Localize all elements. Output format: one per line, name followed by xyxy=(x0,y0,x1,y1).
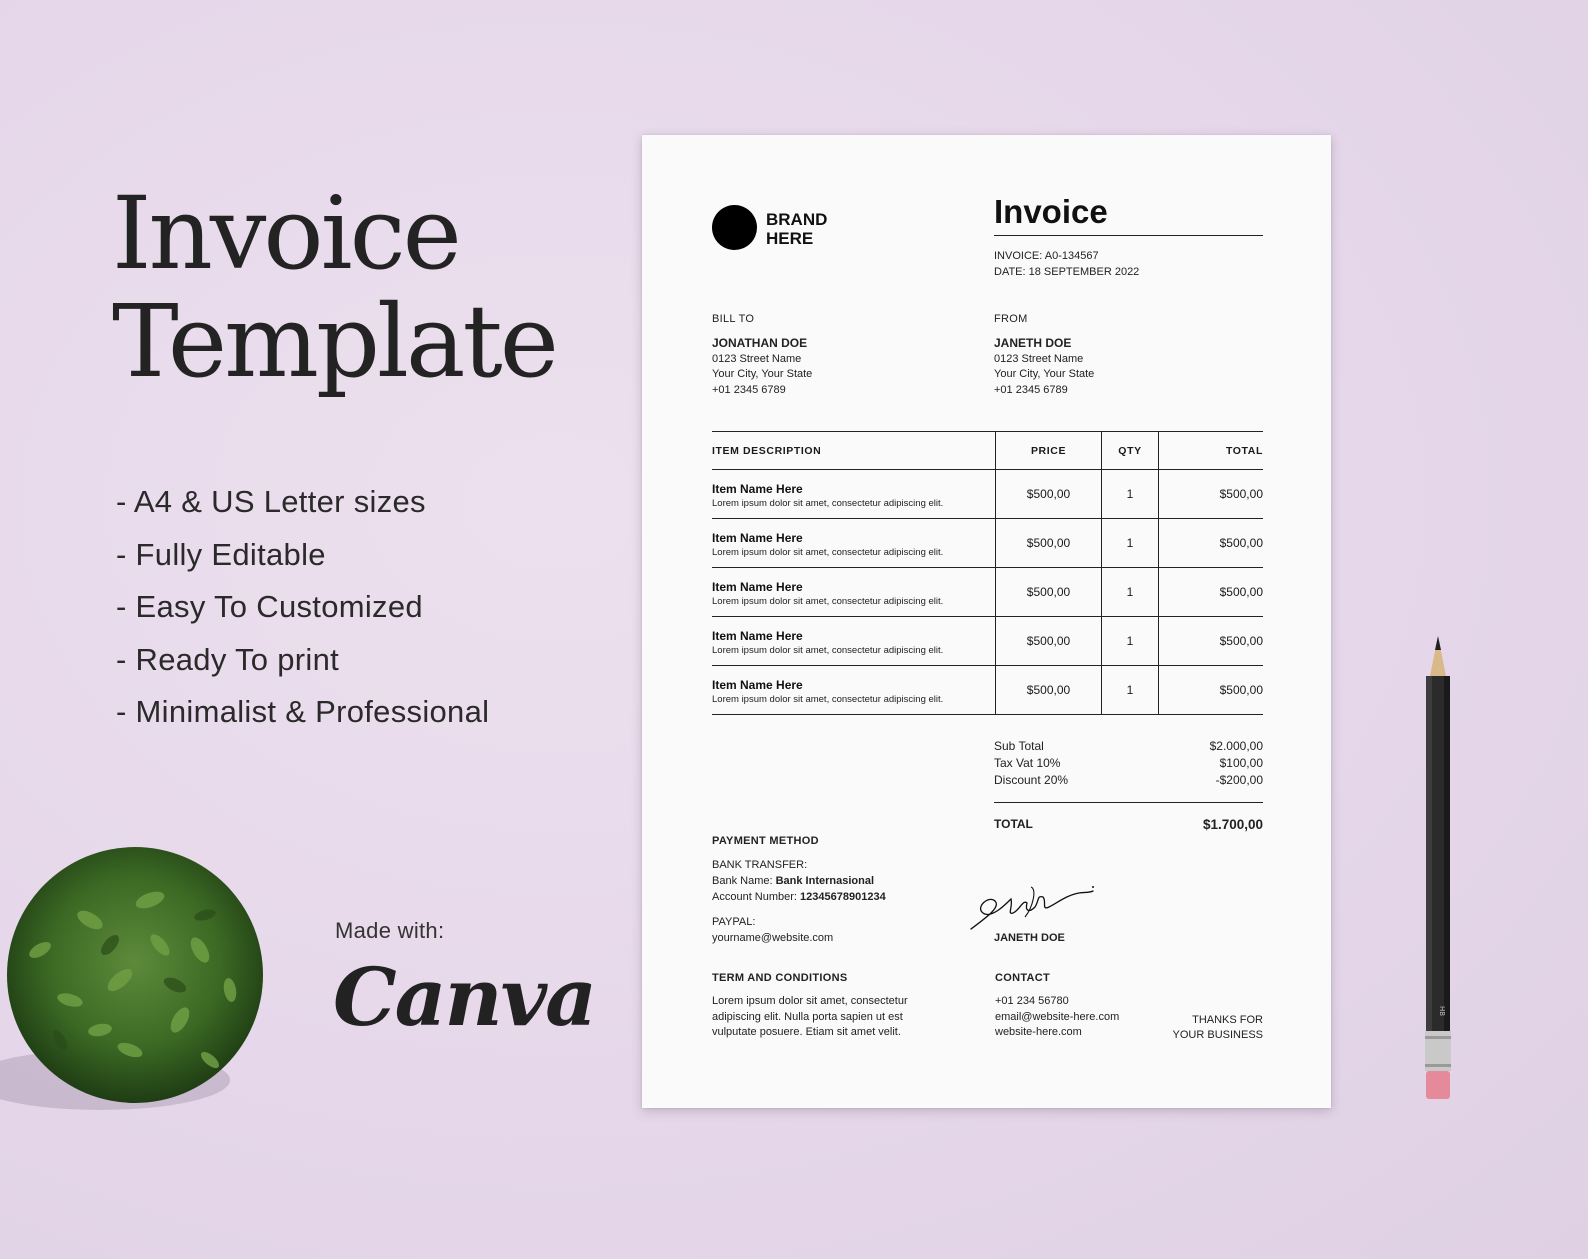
item-name: Item Name Here xyxy=(712,482,803,496)
feature-item: - Ready To print xyxy=(116,641,340,677)
from-label: FROM xyxy=(994,313,1028,325)
column-divider xyxy=(995,666,996,714)
item-qty: 1 xyxy=(1126,585,1134,599)
item-description-cell xyxy=(712,568,995,616)
item-price: $500,00 xyxy=(1026,634,1071,648)
feature-item: - Fully Editable xyxy=(116,536,326,572)
total-value: $1.700,00 xyxy=(1202,817,1263,832)
feature-item: - Minimalist & Professional xyxy=(116,694,490,730)
bank-transfer-label: BANK TRANSFER: xyxy=(712,859,808,871)
col-qty: QTY xyxy=(1118,445,1142,457)
from-address xyxy=(994,336,1094,398)
table-row xyxy=(712,666,1263,715)
item-name: Item Name Here xyxy=(712,678,803,692)
col-price: PRICE xyxy=(1030,445,1067,457)
table-row xyxy=(712,470,1263,519)
col-total: TOTAL xyxy=(1225,445,1263,457)
payment-method-label: PAYMENT METHOD xyxy=(712,835,819,847)
table-row xyxy=(712,519,1263,568)
invoice-number: INVOICE: A0-134567 xyxy=(994,250,1099,262)
col-description: ITEM DESCRIPTION xyxy=(712,445,822,457)
column-divider xyxy=(1101,432,1102,469)
column-divider xyxy=(995,432,996,469)
invoice-title: Invoice xyxy=(994,193,1108,230)
feature-list xyxy=(116,476,489,739)
item-price: $500,00 xyxy=(1026,536,1071,550)
terms-label: TERM AND CONDITIONS xyxy=(712,972,848,984)
contact-website: website-here.com xyxy=(995,1026,1082,1038)
column-divider xyxy=(995,470,996,518)
column-divider xyxy=(1101,666,1102,714)
item-desc: Lorem ipsum dolor sit amet, consectetur adipiscing elit. xyxy=(712,694,944,705)
total-divider xyxy=(994,802,1263,803)
item-name: Item Name Here xyxy=(712,629,803,643)
item-qty: 1 xyxy=(1126,487,1134,501)
discount-label: Discount 20% xyxy=(994,773,1069,787)
discount-value: -$200,00 xyxy=(1215,773,1263,787)
column-divider xyxy=(1101,470,1102,518)
column-divider xyxy=(995,568,996,616)
total-label: TOTAL xyxy=(994,817,1033,831)
column-divider xyxy=(1158,432,1159,469)
table-row xyxy=(712,568,1263,617)
subtotal-label: Sub Total xyxy=(994,739,1044,753)
item-desc: Lorem ipsum dolor sit amet, consectetur adipiscing elit. xyxy=(712,596,944,607)
bill-to-street: 0123 Street Name xyxy=(712,352,802,365)
column-divider xyxy=(1101,617,1102,665)
invoice-sheet xyxy=(642,135,1331,1108)
account-number: 12345678901234 xyxy=(800,891,886,903)
column-divider xyxy=(1158,519,1159,567)
pencil-grade-label: HB xyxy=(1438,1006,1446,1017)
item-total: $500,00 xyxy=(1219,634,1263,648)
item-name: Item Name Here xyxy=(712,531,803,545)
bank-name-line xyxy=(712,874,874,890)
column-divider xyxy=(995,519,996,567)
table-row xyxy=(712,617,1263,666)
item-qty: 1 xyxy=(1126,683,1134,697)
brand-line2: HERE xyxy=(766,229,814,248)
table-header xyxy=(712,432,1263,470)
contact-label: CONTACT xyxy=(995,972,1051,984)
item-price: $500,00 xyxy=(1026,487,1071,501)
terms-line: adipiscing elit. Nulla porta sapien ut est xyxy=(712,1010,903,1023)
paypal-label: PAYPAL: xyxy=(712,916,756,928)
terms-line: Lorem ipsum dolor sit amet, consectetur xyxy=(712,995,908,1007)
item-qty: 1 xyxy=(1126,634,1134,648)
column-divider xyxy=(1101,519,1102,567)
terms-line: vulputate posuere. Etiam sit amet velit. xyxy=(712,1026,901,1038)
column-divider xyxy=(1158,666,1159,714)
total-row xyxy=(994,817,1263,831)
tax-label: Tax Vat 10% xyxy=(994,756,1061,770)
promo-title-line1: Invoice xyxy=(112,175,459,292)
thanks-line2: YOUR BUSINESS xyxy=(1172,1028,1263,1041)
terms-text xyxy=(712,994,908,1041)
column-divider xyxy=(1101,568,1102,616)
bill-to-label: BILL TO xyxy=(712,313,755,325)
item-name: Item Name Here xyxy=(712,580,803,594)
promo-title xyxy=(112,175,556,400)
contact-phone: +01 234 56780 xyxy=(995,995,1069,1007)
from-name: JANETH DOE xyxy=(994,336,1072,350)
from-street: 0123 Street Name xyxy=(994,352,1084,365)
subtotal-value: $2.000,00 xyxy=(1209,739,1263,753)
bank-name-label: Bank Name: xyxy=(712,875,776,887)
made-with-label: Made with: xyxy=(335,918,445,943)
bill-to-phone: +01 2345 6789 xyxy=(712,383,786,396)
promo-title-line2: Template xyxy=(112,283,556,400)
paypal-email: yourname@website.com xyxy=(712,932,834,944)
item-desc: Lorem ipsum dolor sit amet, consectetur adipiscing elit. xyxy=(712,645,944,656)
item-description-cell xyxy=(712,617,995,665)
column-divider xyxy=(1158,617,1159,665)
bill-to-name: JONATHAN DOE xyxy=(712,336,808,350)
discount-row xyxy=(994,773,1263,787)
thanks-note xyxy=(1173,1013,1263,1042)
feature-item: - A4 & US Letter sizes xyxy=(116,484,426,519)
item-qty: 1 xyxy=(1126,536,1134,550)
contact-email: email@website-here.com xyxy=(995,1010,1120,1023)
item-description-cell xyxy=(712,470,995,518)
item-price: $500,00 xyxy=(1026,683,1071,697)
signer-name: JANETH DOE xyxy=(994,932,1065,944)
invoice-date: DATE: 18 SEPTEMBER 2022 xyxy=(994,266,1140,278)
tax-value: $100,00 xyxy=(1219,756,1263,770)
item-desc: Lorem ipsum dolor sit amet, consectetur adipiscing elit. xyxy=(712,498,944,509)
bill-to-city: Your City, Your State xyxy=(712,368,813,380)
item-desc: Lorem ipsum dolor sit amet, consectetur adipiscing elit. xyxy=(712,547,944,558)
contact-details xyxy=(995,994,1119,1041)
brand-line1: BRAND xyxy=(766,210,828,229)
column-divider xyxy=(995,617,996,665)
from-phone: +01 2345 6789 xyxy=(994,383,1068,396)
subtotal-row xyxy=(994,739,1263,753)
feature-item: - Easy To Customized xyxy=(116,589,423,625)
items-table xyxy=(712,431,1263,715)
canva-logo: Canva xyxy=(333,950,595,1044)
plant-image xyxy=(0,830,280,1120)
pencil-image xyxy=(1418,636,1458,1106)
account-number-line xyxy=(712,890,886,906)
title-divider xyxy=(994,235,1263,236)
brand-logo-icon xyxy=(712,205,757,250)
signature-image xyxy=(967,877,1097,933)
bank-name: Bank Internasional xyxy=(775,875,875,887)
thanks-line1: THANKS FOR xyxy=(1192,1014,1263,1026)
item-description-cell xyxy=(712,666,995,714)
tax-row xyxy=(994,756,1263,770)
column-divider xyxy=(1158,470,1159,518)
item-total: $500,00 xyxy=(1219,536,1263,550)
item-description-cell xyxy=(712,519,995,567)
item-total: $500,00 xyxy=(1219,487,1263,501)
item-total: $500,00 xyxy=(1219,683,1263,697)
column-divider xyxy=(1158,568,1159,616)
brand-name xyxy=(766,210,827,248)
item-total: $500,00 xyxy=(1219,585,1263,599)
account-number-label: Account Number: xyxy=(712,891,801,903)
item-price: $500,00 xyxy=(1026,585,1071,599)
bill-to-address xyxy=(712,336,812,398)
from-city: Your City, Your State xyxy=(994,368,1095,380)
